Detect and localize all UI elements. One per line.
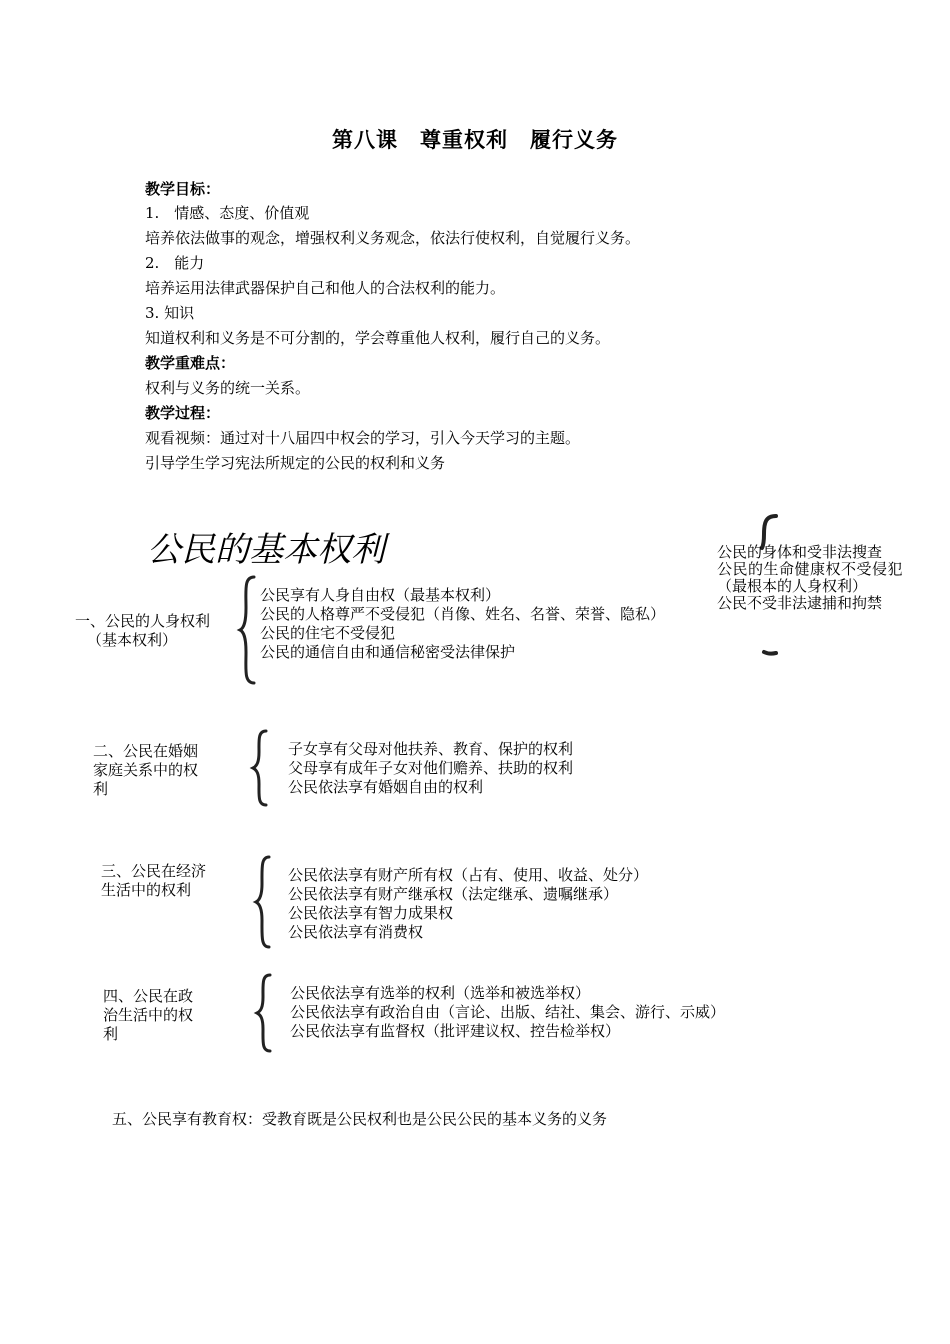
brace-economic (253, 854, 275, 950)
group-label-line: 四、公民在政 (103, 987, 194, 1005)
right-item: 父母享有成年子女对他们赡养、扶助的权利 (288, 759, 574, 777)
side-item: 公民不受非法逮捕和拘禁 (717, 594, 883, 612)
group-label-line: 利 (93, 780, 109, 798)
education-line: 五、公民享有教育权：受教育既是公民权利也是公民公民的基本义务的义务 (112, 1110, 608, 1128)
group-label-line: 生活中的权利 (101, 881, 192, 899)
process-heading: 教学过程： (145, 404, 221, 422)
side-item: （最根本的人身权利） (717, 577, 868, 595)
group-label-line: 一、公民的人身权利 (75, 612, 211, 630)
group-label-line: （基本权利） (87, 631, 178, 649)
right-item: 公民依法享有政治自由（言论、出版、结社、集会、游行、示威） (290, 1003, 726, 1021)
right-item: 公民的住宅不受侵犯 (260, 624, 396, 642)
right-item: 公民的通信自由和通信秘密受法律保护 (260, 643, 516, 661)
brace-family (250, 728, 272, 808)
page-title: 第八课 尊重权利 履行义务 (332, 127, 618, 152)
objective-line: 培养依法做事的观念，增强权利义务观念，依法行使权利，自觉履行义务。 (145, 229, 641, 247)
objective-line: 2. 能力 (145, 254, 205, 272)
right-item: 公民享有人身自由权（最基本权利） (260, 586, 501, 604)
right-item: 公民依法享有婚姻自由的权利 (288, 778, 484, 796)
objective-line: 知道权利和义务是不可分割的，学会尊重他人权利，履行自己的义务。 (145, 329, 611, 347)
objective-line: 培养运用法律武器保护自己和他人的合法权利的能力。 (145, 279, 506, 297)
diagram-heading: 公民的基本权利 (147, 530, 385, 570)
right-item: 公民依法享有财产继承权（法定继承、遗嘱继承） (288, 885, 619, 903)
group-label-line: 三、公民在经济 (101, 862, 207, 880)
right-item: 公民依法享有消费权 (288, 923, 424, 941)
group-label-line: 治生活中的权 (103, 1006, 194, 1024)
group-label-line: 二、公民在婚姻 (93, 742, 199, 760)
right-item: 子女享有父母对他扶养、教育、保护的权利 (288, 740, 574, 758)
brace-political (254, 972, 276, 1054)
group-label-line: 家庭关系中的权 (93, 761, 199, 779)
side-item: 公民的生命健康权不受侵犯 (717, 560, 904, 578)
process-line: 观看视频：通过对十八届四中权会的学习，引入今天学习的主题。 (145, 429, 581, 447)
process-line: 引导学生学习宪法所规定的公民的权利和义务 (145, 454, 446, 472)
objectives-heading: 教学目标： (145, 180, 221, 198)
objective-line: 3. 知识 (145, 304, 195, 322)
group-label-economic (101, 862, 231, 900)
group-label-personal (75, 612, 235, 650)
group-label-family (93, 742, 223, 799)
right-item: 公民依法享有财产所有权（占有、使用、收益、处分） (288, 866, 649, 884)
side-item: 公民的身体和受非法搜查 (717, 543, 883, 561)
right-item: 公民的人格尊严不受侵犯（肖像、姓名、名誉、荣誉、隐私） (260, 605, 666, 623)
group-label-line: 利 (103, 1025, 119, 1043)
key-points-text: 权利与义务的统一关系。 (145, 379, 311, 397)
right-item: 公民依法享有选举的权利（选举和被选举权） (290, 984, 591, 1002)
right-item: 公民依法享有智力成果权 (288, 904, 454, 922)
objective-line: 1. 情感、态度、价值观 (145, 204, 310, 222)
key-points-heading: 教学重难点： (145, 354, 236, 372)
brace-personal (238, 574, 260, 686)
group-label-political (103, 987, 213, 1044)
right-item: 公民依法享有监督权（批评建议权、控告检举权） (290, 1022, 621, 1040)
